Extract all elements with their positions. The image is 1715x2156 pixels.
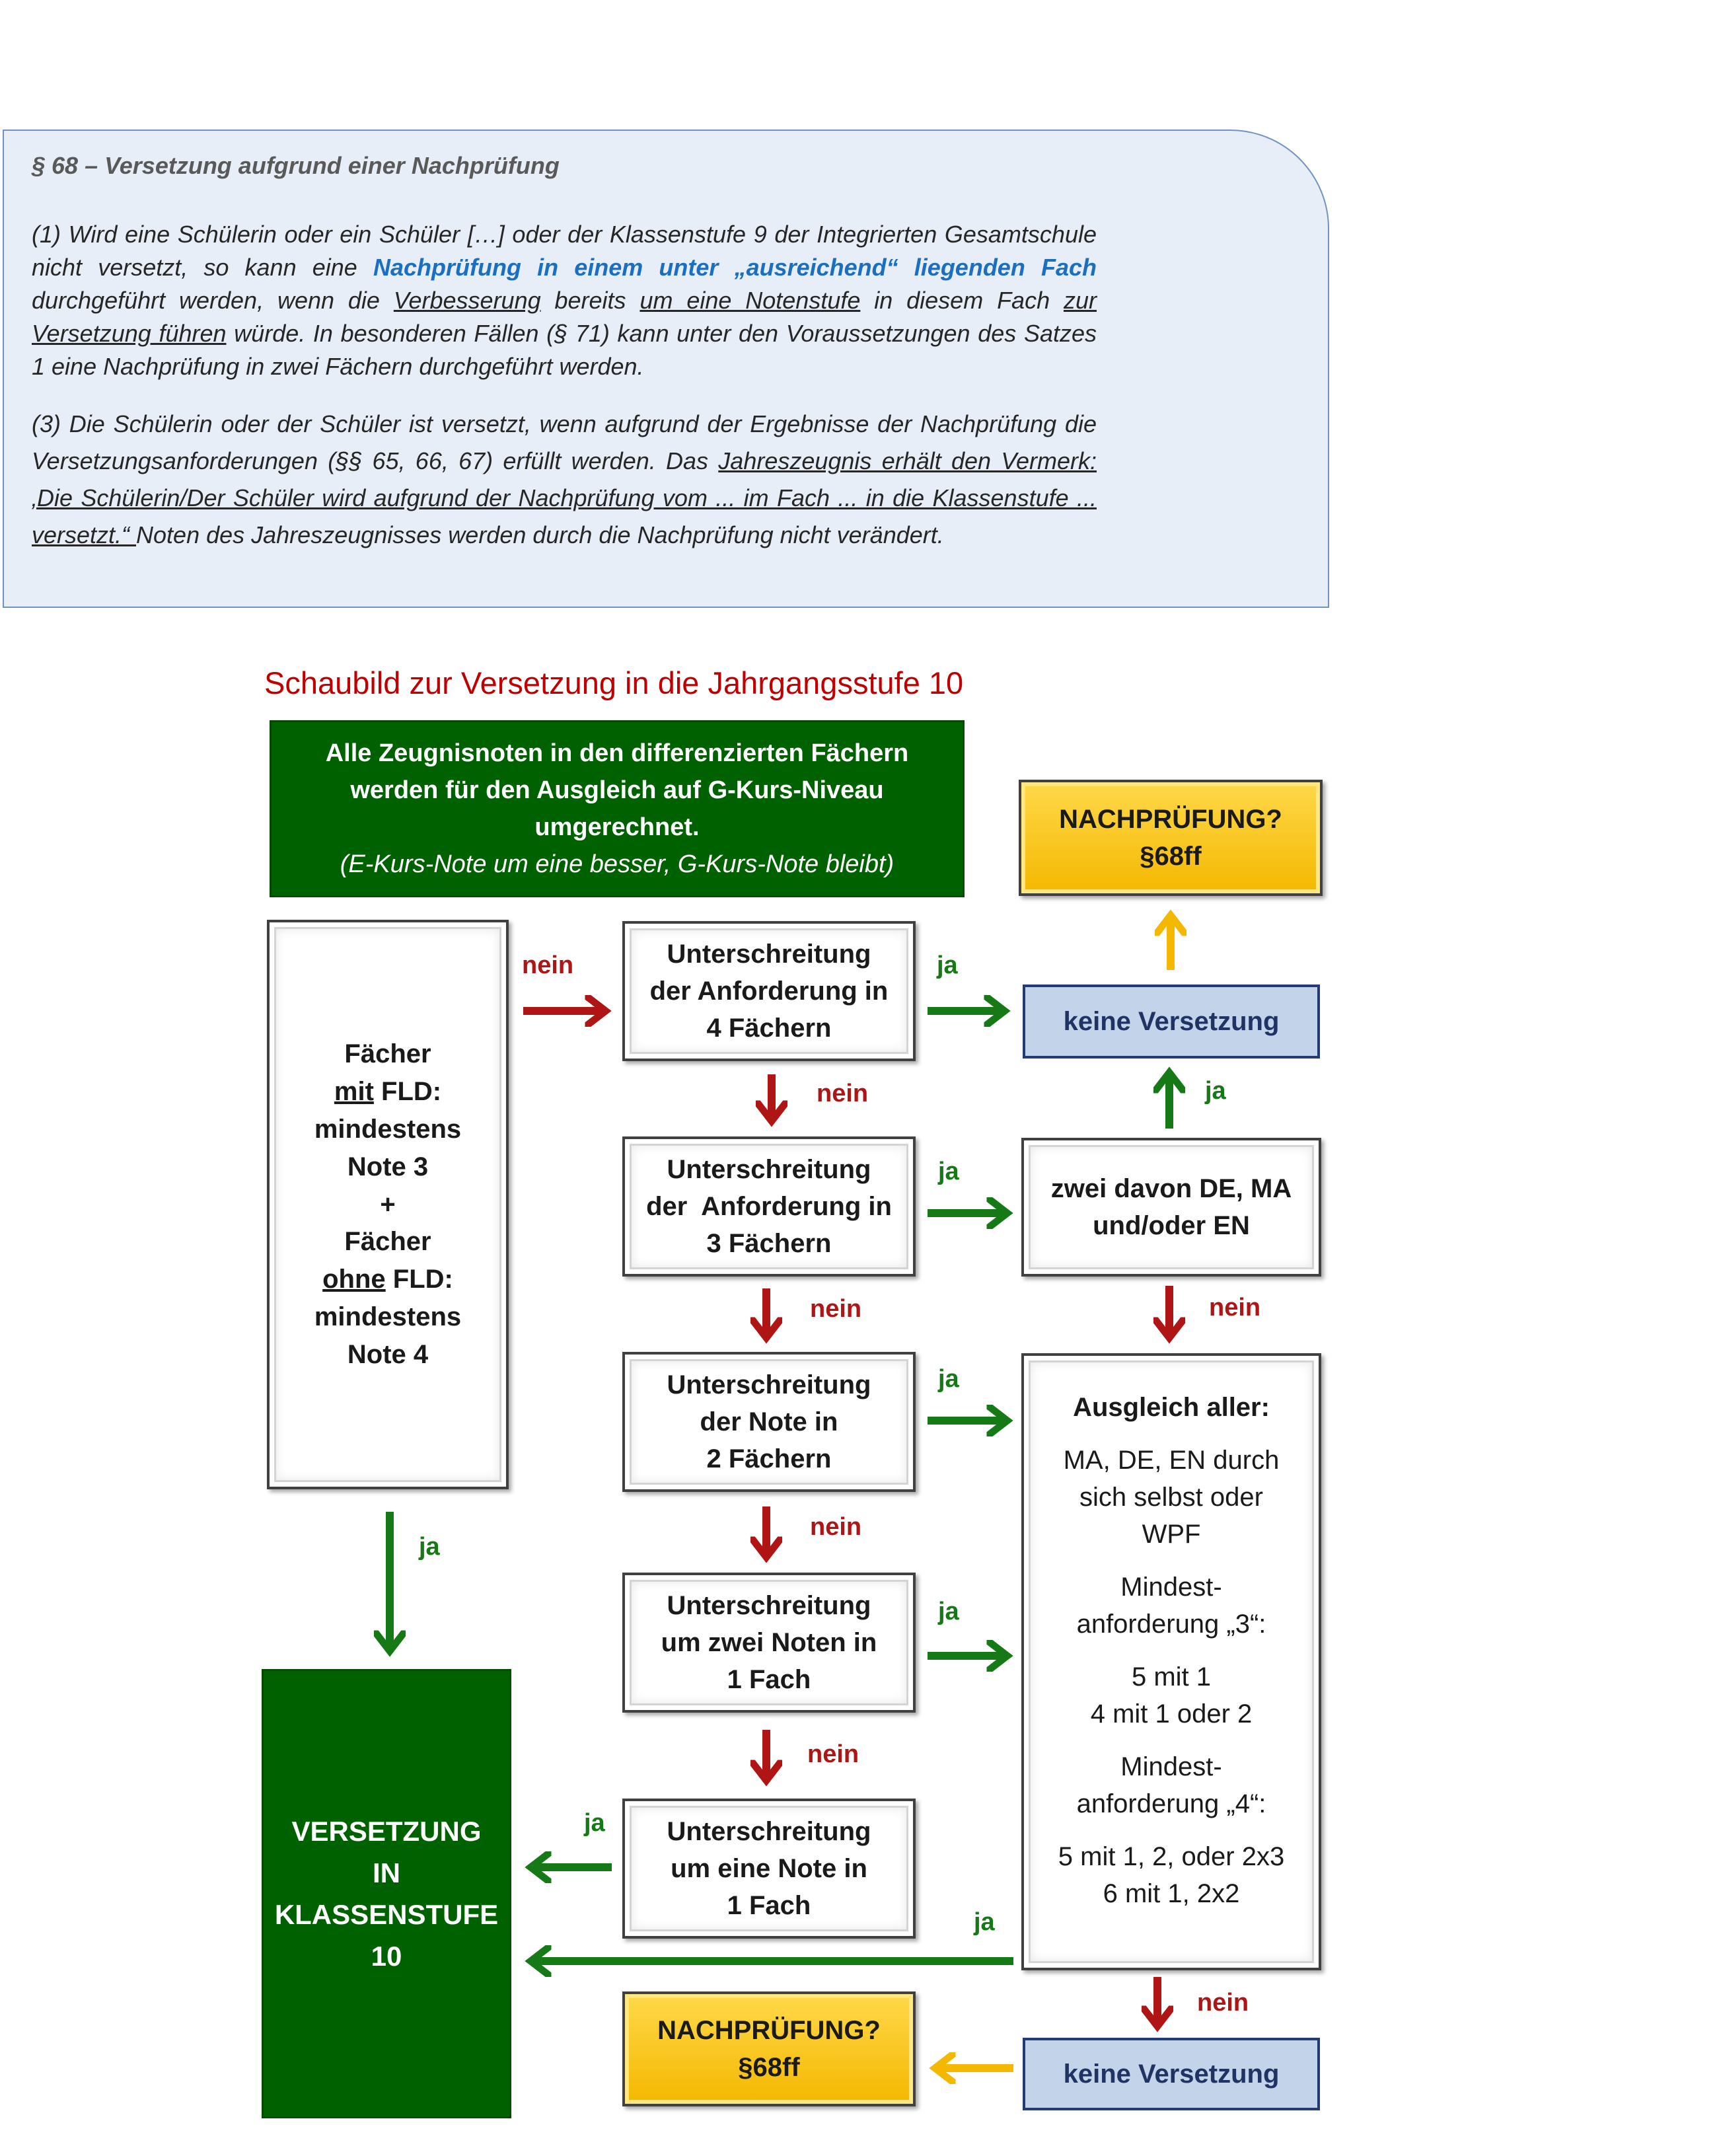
- label-nein-zwei-davon: nein: [1209, 1294, 1261, 1321]
- left-line-6: Fächer: [344, 1227, 431, 1257]
- c4-line-2: um zwei Noten in: [661, 1628, 877, 1657]
- law-title: § 68 – Versetzung aufgrund einer Nachprüfung: [32, 152, 560, 179]
- label-nein-c1: nein: [817, 1080, 869, 1107]
- c5-line-2: um eine Note in: [671, 1854, 867, 1883]
- keine-versetzung-top-box: keine Versetzung: [1023, 985, 1320, 1059]
- law-p1-text-d: in diesem Fach: [860, 287, 1064, 314]
- label-nein-c3: nein: [810, 1513, 862, 1541]
- ausgleich-b1: Mindest-: [1120, 1573, 1222, 1602]
- law-p1-underline-3: zur Versetzung führen: [32, 287, 1097, 347]
- label-ja-left: ja: [419, 1533, 440, 1561]
- c4-line-1: Unterschreitung: [667, 1591, 871, 1620]
- ausgleich-a2: sich selbst oder: [1079, 1483, 1263, 1512]
- label-ja-c4: ja: [938, 1598, 959, 1625]
- label-ja-ausgleich: ja: [974, 1908, 995, 1936]
- nachpruefung-top-line-1: NACHPRÜFUNG?: [1059, 805, 1282, 834]
- nachpruefung-top-line-2: §68ff: [1140, 842, 1202, 871]
- left-line-3: mindestens: [314, 1115, 462, 1144]
- c3-line-2: der Note in: [700, 1407, 838, 1436]
- left-fld-2: FLD:: [385, 1265, 453, 1294]
- ausgleich-b2: anforderung „3“:: [1076, 1610, 1266, 1639]
- left-line-9: Note 4: [347, 1339, 429, 1369]
- c5-line-1: Unterschreitung: [667, 1817, 871, 1846]
- c3-line-3: 2 Fächern: [706, 1444, 832, 1473]
- left-ohne: ohne: [322, 1265, 386, 1294]
- ausgleich-e2: 6 mit 1, 2x2: [1103, 1879, 1240, 1908]
- ausgleich-c2: 4 mit 1 oder 2: [1090, 1699, 1253, 1729]
- zwei-davon-line-1: zwei davon DE, MA: [1050, 1174, 1292, 1203]
- versetzung-line-4: 10: [371, 1941, 402, 1972]
- label-ja-zwei-davon: ja: [1205, 1077, 1226, 1105]
- ausgleich-e1: 5 mit 1, 2, oder 2x3: [1058, 1842, 1285, 1871]
- law-p1-underline-2: um eine Notenstufe: [639, 287, 861, 314]
- versetzung-line-1: VERSETZUNG: [291, 1816, 482, 1847]
- label-ja-c1: ja: [937, 951, 958, 979]
- label-ja-c3: ja: [938, 1365, 959, 1393]
- left-mit: mit: [334, 1077, 374, 1107]
- c2-line-3: 3 Fächern: [706, 1229, 832, 1258]
- versetzung-line-3: KLASSENSTUFE: [274, 1899, 499, 1930]
- top-info-line-2: werden für den Ausgleich auf G-Kurs-Niveau: [350, 776, 884, 804]
- law-p3-text-b: Noten des Jahreszeugnisses werden durch die Nachprüfung nicht verändert.: [136, 521, 944, 548]
- nachpruefung-bottom-line-1: NACHPRÜFUNG?: [657, 2016, 881, 2045]
- law-p3-underline: Jahreszeugnis erhält den Vermerk: ‚Die Schülerin/Der Schüler wird aufgrund der Nachprüfung vom ... im Fach ... in die Klassenstufe ... versetzt.“: [32, 447, 1097, 548]
- ausgleich-a3: WPF: [1142, 1520, 1201, 1549]
- ausgleich-title: Ausgleich aller:: [1073, 1393, 1270, 1422]
- left-fld-1: FLD:: [373, 1077, 442, 1107]
- label-nein-left: nein: [522, 951, 574, 979]
- c5-line-3: 1 Fach: [727, 1891, 811, 1920]
- nachpruefung-bottom-line-2: §68ff: [738, 2053, 800, 2082]
- label-ja-c5: ja: [584, 1809, 605, 1837]
- c4-line-3: 1 Fach: [727, 1665, 811, 1694]
- c2-line-2: der Anforderung in: [646, 1192, 892, 1221]
- c1-line-1: Unterschreitung: [667, 940, 871, 969]
- left-line-4: Note 3: [347, 1152, 429, 1181]
- keine-versetzung-bottom-box: keine Versetzung: [1023, 2038, 1320, 2110]
- left-line-1: Fächer: [344, 1039, 431, 1069]
- law-p1-text-e: würde. In besonderen Fällen (§ 71) kann unter den Voraussetzungen des Satzes 1 eine Nachprüfung in zwei Fächern durchgeführt werden.: [32, 320, 1097, 380]
- ausgleich-d2: anforderung „4“:: [1076, 1789, 1266, 1818]
- label-ja-c2: ja: [938, 1158, 959, 1185]
- law-p1-text-b: durchgeführt werden, wenn die: [32, 287, 394, 314]
- ausgleich-c1: 5 mit 1: [1131, 1662, 1212, 1691]
- law-p1-highlight: Nachprüfung in einem unter „ausreichend“ liegenden Fach: [373, 254, 1097, 281]
- top-info-line-1: Alle Zeugnisnoten in den differenzierten Fächern: [325, 739, 909, 767]
- law-p3-text: (3) Die Schülerin oder der Schüler ist versetzt, wenn aufgrund der Ergebnisse der Nachprüfung die Versetzungsanforderungen (§§ 65, 66, 67) erfüllt werden. Das: [32, 410, 1097, 474]
- c1-line-3: 4 Fächern: [706, 1014, 832, 1043]
- top-info-line-3: umgerechnet.: [534, 813, 700, 841]
- c2-line-1: Unterschreitung: [667, 1155, 871, 1184]
- law-p1-text-c: bereits: [540, 287, 640, 314]
- label-nein-c2: nein: [810, 1295, 862, 1323]
- left-line-8: mindestens: [314, 1302, 462, 1331]
- left-line-5: +: [380, 1189, 396, 1219]
- versetzung-line-2: IN: [373, 1857, 400, 1888]
- law-p1-text: (1) Wird eine Schülerin oder ein Schüler […] oder der Klassenstufe 9 der Integrierten Gesamtschule nicht versetzt, so kann eine: [32, 221, 1097, 281]
- label-nein-ausgleich: nein: [1197, 1989, 1249, 2017]
- diagram-title: Schaubild zur Versetzung in die Jahrgangsstufe 10: [264, 665, 964, 700]
- label-nein-c4: nein: [807, 1740, 859, 1768]
- c1-line-2: der Anforderung in: [649, 977, 889, 1006]
- c3-line-1: Unterschreitung: [667, 1370, 871, 1399]
- law-p1-underline-1: Verbesserung: [393, 287, 541, 314]
- top-info-line-4: (E-Kurs-Note um eine besser, G-Kurs-Note bleibt): [340, 850, 894, 879]
- zwei-davon-line-2: und/oder EN: [1093, 1211, 1250, 1240]
- ausgleich-a1: MA, DE, EN durch: [1063, 1446, 1280, 1475]
- ausgleich-d1: Mindest-: [1120, 1752, 1222, 1781]
